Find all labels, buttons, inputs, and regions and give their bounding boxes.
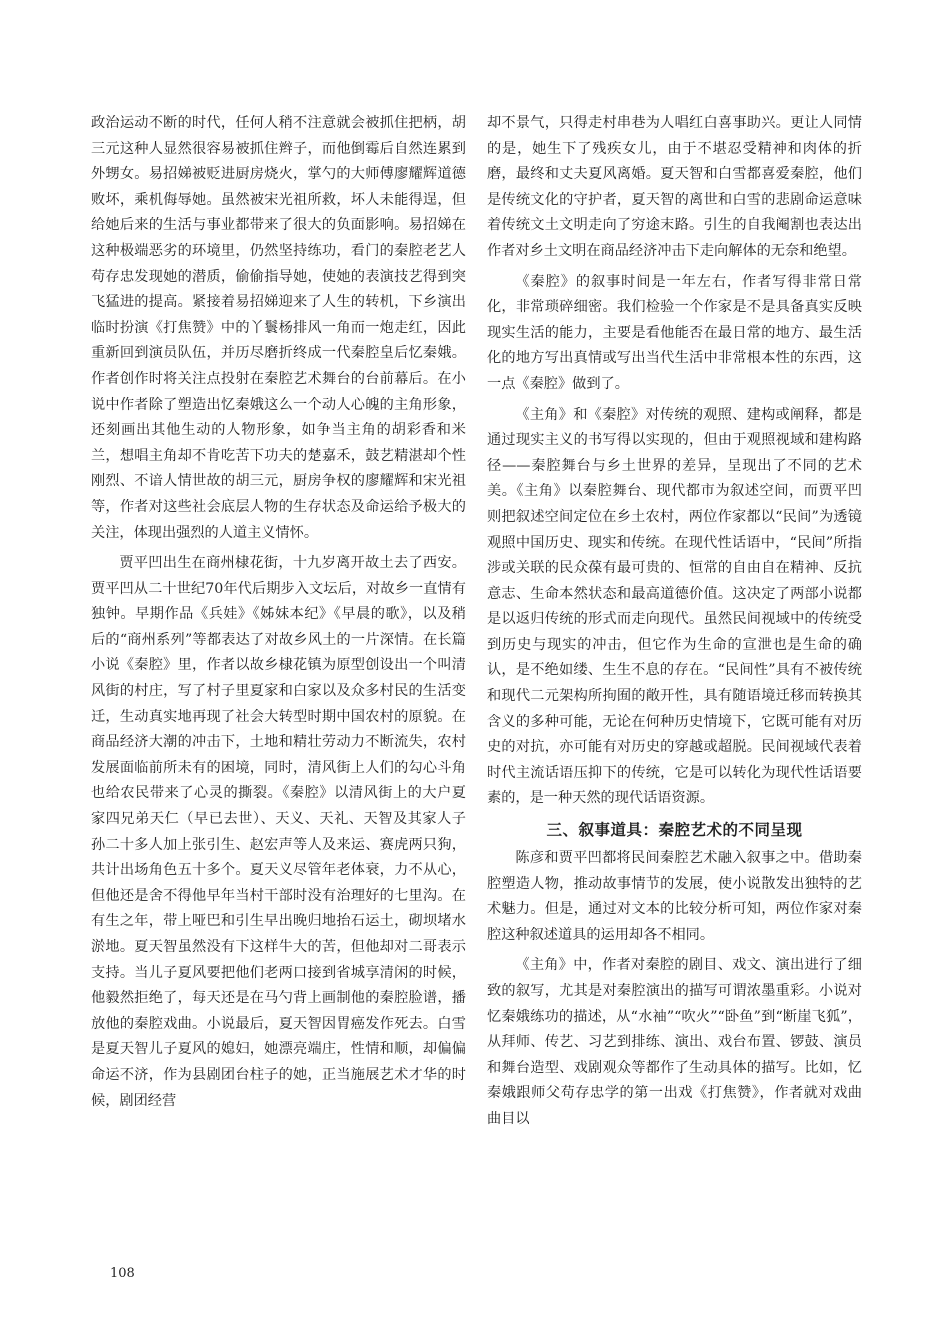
- right-column: [487, 111, 862, 1133]
- body-paragraph: 《主角》中，作者对秦腔的剧目、戏文、演出进行了细致的叙写，尤其是对秦腔演出的描写可谓浓墨重彩。小说对忆秦娥练功的描述，从“水袖”“吹火”“卧鱼”到“断崖飞狐”，从拜师、传艺、习艺到排练、演出、戏台布置、锣鼓、演员和舞台造型、戏剧观众等都作了生动具体的描写。比如，忆秦娥跟师父苟存忠学的第一出戏《打焦赞》，作者就对戏曲曲目以: [487, 957, 862, 1127]
- body-paragraph: 《主角》和《秦腔》对传统的观照、建构或阐释，都是通过现实主义的书写得以实现的，但由于观照视域和建构路径——秦腔舞台与乡土世界的差异，呈现出了不同的艺术美。《主角》以秦腔舞台、现代都市为叙述空间，而贾平凹则把叙述空间定位在乡土农村，两位作家都以“民间”为透镜观照中国历史、现实和传统。在现代性话语中，“民间”所指涉或关联的民众葆有最可贵的、恒常的自由自在精神、反抗意志、生命本然状态和最高道德价值。这决定了两部小说都是以返归传统的形式而走向现代。虽然民间视域中的传统受到历史与现实的冲击，但它作为生命的宣泄也是生命的确认，是不绝如缕、生生不息的存在。“民间性”具有不被传统和现代二元架构所拘囿的敞开性，具有随语境迁移而转换其含义的多种可能，无论在何种历史情境下，它既可能有对历史的对抗，亦可能有对历史的穿越或超脱。民间视域代表着时代主流话语压抑下的传统，它是可以转化为现代性话语要素的，是一种天然的现代话语资源。: [487, 406, 862, 807]
- page-number: 108: [110, 1266, 135, 1281]
- body-paragraph: 却不景气，只得走村串巷为人唱红白喜事助兴。更让人同情的是，她生下了残疾女儿，由于不堪忍受精神和肉体的折磨，最终和丈夫夏风离婚。夏天智和白雪都喜爱秦腔，他们是传统文化的守护者，夏天智的离世和白雪的悲剧命运意味着传统文土文明走向了穷途末路。引生的自我阉割也表达出作者对乡土文明在商品经济冲击下走向解体的无奈和绝望。: [487, 115, 862, 259]
- left-column: [91, 111, 466, 1114]
- body-paragraph: 政治运动不断的时代，任何人稍不注意就会被抓住把柄，胡三元这种人显然很容易被抓住辫子，而他倒霉后自然连累到外甥女。易招娣被贬进厨房烧火，掌勺的大师傅廖耀辉道德败坏，乘机侮辱她。虽然被宋光祖所救，坏人未能得逞，但给她后来的生活与事业都带来了很大的负面影响。易招娣在这种极端恶劣的环境里，仍然坚持练功，看门的秦腔老艺人苟存忠发现她的潜质，偷偷指导她，使她的表演技艺得到突飞猛进的提高。紧接着易招娣迎来了人生的转机，下乡演出临时扮演《打焦赞》中的丫鬟杨排风一角而一炮走红，因此重新回到演员队伍，并历尽磨折终成一代秦腔皇后忆秦娥。作者创作时将关注点投射在秦腔艺术舞台的台前幕后。在小说中作者除了塑造出忆秦娥这么一个动人心魄的主角形象，还刻画出其他生动的人物形象，如争当主角的胡彩香和米兰，想唱主角却不肯吃苦下功夫的楚嘉禾，鼓艺精湛却个性刚烈、不谙人情世故的胡三元，厨房争权的廖耀辉和宋光祖等，作者对这些社会底层人物的生存状态及命运给予极大的关注，体现出强烈的人道主义情怀。: [91, 115, 466, 541]
- body-paragraph: 贾平凹出生在商州棣花街，十九岁离开故土去了西安。贾平凹从二十世纪70年代后期步入文坛后，对故乡一直情有独钟。早期作品《兵娃》《姊妹本纪》《早晨的歌》，以及稍后的“商州系列”等都表达了对故乡风土的一片深情。在长篇小说《秦腔》里，作者以故乡棣花镇为原型创设出一个叫清风街的村庄，写了村子里夏家和白家以及众多村民的生活变迁，生动真实地再现了社会大转型时期中国农村的原貌。在商品经济大潮的冲击下，土地和精壮劳动力不断流失，农村发展面临前所未有的困境，同时，清风街上人们的勾心斗角也给农民带来了心灵的撕裂。《秦腔》以清风街上的大户夏家四兄弟天仁（早已去世）、天义、天礼、天智及其家人子孙二十多人加上张引生、赵宏声等人及来运、赛虎两只狗，共计出场角色五十多个。夏天义尽管年老体衰，力不从心，但他还是舍不得他早年当村干部时没有治理好的七里沟。在有生之年，带上哑巴和引生早出晚归地抬石运土，砌坝堵水淤地。夏天智虽然没有下这样牛大的苦，但他却对二哥表示支持。当儿子夏风要把他们老两口接到省城享清闲的时候，他毅然拒绝了，每天还是在马勺背上画制他的秦腔脸谱，播放他的秦腔戏曲。小说最后，夏天智因胃癌发作死去。白雪是夏天智儿子夏风的媳妇，她漂亮端庄，性情和顺，却偏偏命运不济，作为县剧团台柱子的她，正当施展艺术才华的时候，剧团经营: [91, 555, 466, 1109]
- body-paragraph: 陈彦和贾平凹都将民间秦腔艺术融入叙事之中。借助秦腔塑造人物，推动故事情节的发展，使小说散发出独特的艺术魅力。但是，通过对文本的比较分析可知，两位作家对秦腔这种叙述道具的运用却各不相同。: [487, 850, 862, 943]
- body-paragraph: 《秦腔》的叙事时间是一年左右，作者写得非常日常化，非常琐碎细密。我们检验一个作家是不是具备真实反映现实生活的能力，主要是看他能否在最日常的地方、最生活化的地方写出真情或写出当代生活中非常根本性的东西，这一点《秦腔》做到了。: [487, 273, 862, 392]
- section-heading: 三、叙事道具：秦腔艺术的不同呈现: [546, 821, 803, 840]
